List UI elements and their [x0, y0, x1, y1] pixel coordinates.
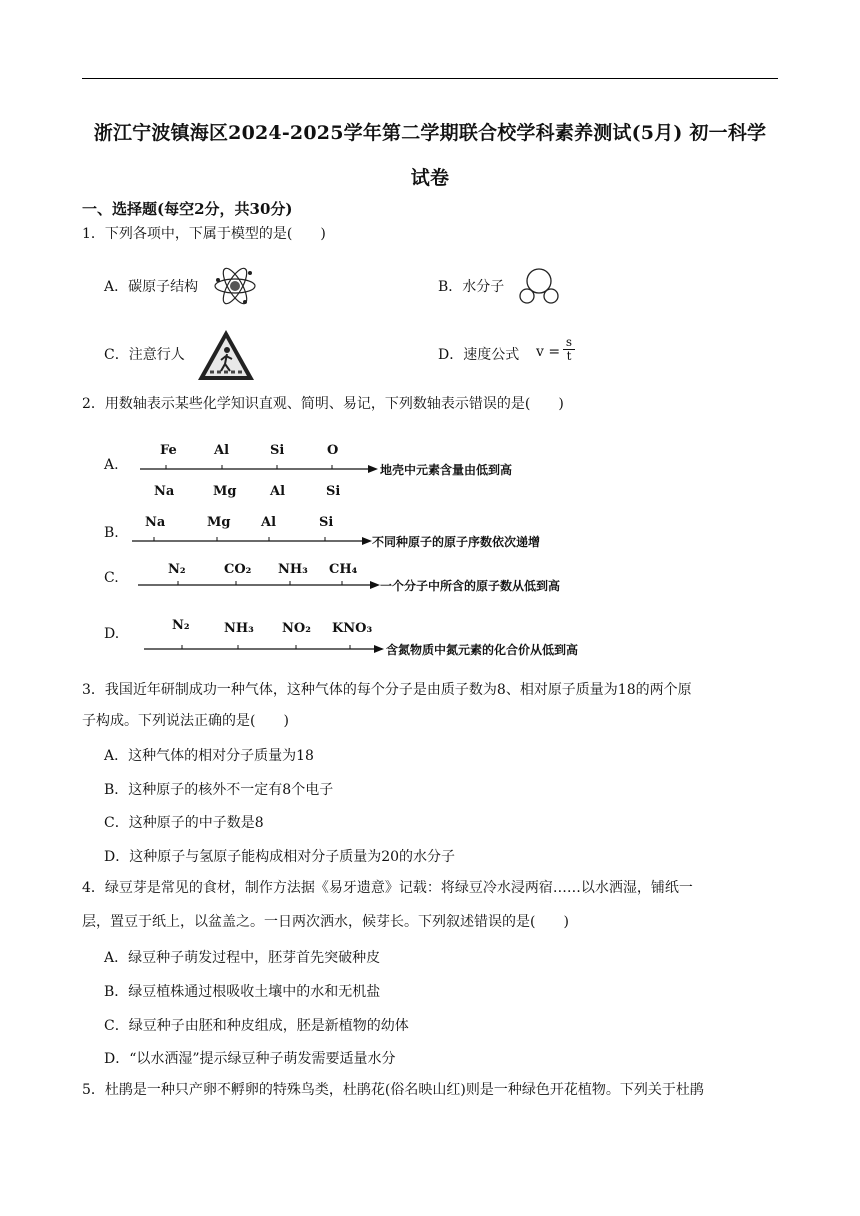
axis-a-bottom-4: Si: [326, 484, 341, 499]
axis-d-top-3: NO₂: [282, 621, 311, 636]
number-line-b: [132, 510, 592, 550]
formula-numerator: s: [565, 335, 573, 349]
q1-option-c: C．注意行人: [104, 347, 185, 363]
q1-option-a: A．碳原子结构: [104, 279, 199, 295]
question-4-stem-continued: 层，置豆于纸上，以盆盖之。一日两次洒水，候芽长。下列叙述错误的是( ): [82, 914, 569, 930]
q2-option-a-label: A.: [104, 457, 119, 473]
axis-a-top-1: Fe: [160, 443, 177, 458]
q4-option-d: D．“以水洒湿”提示绿豆种子萌发需要适量水分: [104, 1051, 396, 1067]
page-title-continued: 试卷: [410, 167, 450, 189]
formula-denominator: t: [563, 349, 575, 363]
axis-d-top-2: NH₃: [224, 621, 254, 636]
pedestrian-warning-sign-icon: [196, 328, 256, 382]
axis-c-top-3: NH₃: [278, 562, 308, 577]
q4-option-b: B．绿豆植株通过根吸收土壤中的水和无机盐: [104, 984, 381, 1000]
number-line-a: [140, 438, 540, 500]
q2-option-d-label: D.: [104, 626, 120, 642]
q2-option-b-label: B.: [104, 525, 119, 541]
axis-b-top-1: Na: [145, 515, 166, 530]
page-title: 浙江宁波镇海区2024-2025学年第二学期联合校学科素养测试(5月) 初一科学: [93, 122, 767, 144]
axis-b-top-3: Al: [261, 515, 277, 530]
number-line-d: [144, 612, 604, 656]
axis-a-caption: 地壳中元素含量由低到高: [380, 463, 513, 477]
axis-a-top-4: O: [327, 443, 339, 458]
axis-c-caption: 一个分子中所含的原子数从低到高: [380, 579, 561, 593]
question-4-stem: 4．绿豆芽是常见的食材，制作方法据《易牙遗意》记载：将绿豆冷水浸两宿……以水洒湿，铺纸一: [82, 880, 693, 896]
axis-c-top-1: N₂: [168, 562, 186, 577]
q3-option-c: C．这种原子的中子数是8: [104, 815, 264, 831]
question-3-stem: 3．我国近年研制成功一种气体，这种气体的每个分子是由质子数为8、相对原子质量为18的两个原: [82, 682, 692, 698]
axis-b-caption: 不同种原子的原子序数依次递增: [372, 535, 541, 549]
speed-formula-lhs: v =: [536, 344, 561, 360]
axis-d-top-1: N₂: [172, 618, 190, 633]
axis-b-top-4: Si: [319, 515, 334, 530]
header-rule: [82, 78, 778, 79]
q4-option-c: C．绿豆种子由胚和种皮组成，胚是新植物的幼体: [104, 1018, 409, 1034]
axis-a-bottom-3: Al: [270, 484, 286, 499]
question-1-stem: 1．下列各项中，下属于模型的是( ): [82, 226, 326, 242]
axis-a-bottom-1: Na: [154, 484, 175, 499]
section-heading: 一、选择题(每空2分，共30分): [82, 200, 293, 218]
axis-c-top-2: CO₂: [224, 562, 252, 577]
question-2-stem: 2．用数轴表示某些化学知识直观、简明、易记，下列数轴表示错误的是( ): [82, 396, 564, 412]
question-5-stem: 5．杜鹃是一种只产卵不孵卵的特殊鸟类，杜鹃花(俗名映山红)则是一种绿色开花植物。下列关于杜鹃: [82, 1082, 704, 1098]
axis-c-top-4: CH₄: [329, 562, 358, 577]
water-molecule-icon: [518, 266, 560, 306]
axis-b-top-2: Mg: [207, 515, 231, 530]
q3-option-a: A．这种气体的相对分子质量为18: [104, 748, 314, 764]
axis-a-top-2: Al: [214, 443, 230, 458]
axis-d-caption: 含氮物质中氮元素的化合价从低到高: [386, 643, 579, 656]
q2-option-c-label: C.: [104, 570, 119, 586]
axis-a-top-3: Si: [270, 443, 285, 458]
number-line-c: [138, 556, 598, 598]
q1-option-d: D．速度公式: [438, 347, 520, 363]
axis-a-bottom-2: Mg: [213, 484, 237, 499]
question-3-stem-continued: 子构成。下列说法正确的是( ): [82, 713, 289, 729]
atom-structure-icon: [212, 264, 258, 308]
q3-option-b: B．这种原子的核外不一定有8个电子: [104, 782, 334, 798]
speed-formula-fraction: [563, 336, 575, 363]
axis-d-top-4: KNO₃: [332, 621, 373, 636]
q3-option-d: D．这种原子与氢原子能构成相对分子质量为20的水分子: [104, 849, 456, 865]
q1-option-b: B．水分子: [438, 279, 505, 295]
q4-option-a: A．绿豆种子萌发过程中，胚芽首先突破种皮: [104, 950, 381, 966]
